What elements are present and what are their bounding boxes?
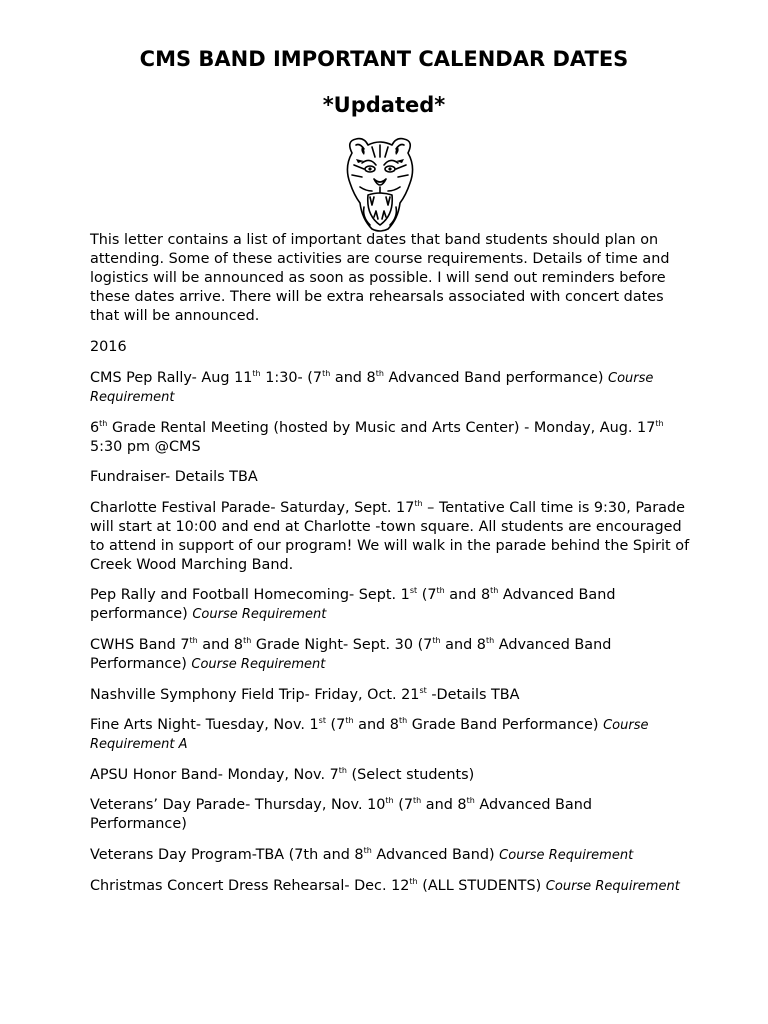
ordinal-suffix: th [414, 498, 423, 508]
event-item [90, 846, 690, 865]
ordinal-suffix: th [436, 586, 445, 596]
event-text: Veterans Day Program-TBA (7th and 8 [90, 846, 364, 863]
ordinal-suffix: th [655, 418, 664, 428]
event-text: Christmas Concert Dress Rehearsal- Dec. 12 [90, 877, 410, 894]
event-text: Grade Rental Meeting (hosted by Music and Arts Center) - Monday, Aug. 17 [107, 419, 656, 436]
event-item [90, 499, 690, 575]
requirement-tag: Course Requirement [191, 656, 326, 672]
ordinal-suffix: th [189, 635, 198, 645]
intro-paragraph: This letter contains a list of important dates that band students should plan on attending. Some of these activities are course requirements. Details of time and logistics will be announced as soon as possible. I will send out reminders before these dates arrive. There will be extra rehearsals associated with concert dates that will be announced. [90, 232, 670, 324]
ordinal-suffix: th [490, 586, 499, 596]
event-item [90, 419, 690, 457]
tiger-head-icon [342, 133, 418, 235]
event-item [90, 636, 690, 674]
ordinal-suffix: th [398, 716, 408, 726]
event-text: Charlotte Festival Parade- Saturday, Sept. 17 [90, 499, 415, 516]
event-text: (Select students) [346, 766, 475, 783]
ordinal-suffix: th [466, 796, 475, 806]
event-text: -Details TBA [426, 686, 520, 703]
ordinal-suffix: th [252, 369, 261, 378]
requirement-tag: Course Requirement A [90, 718, 649, 753]
event-text: (ALL STUDENTS) [417, 877, 546, 894]
event-text: Advanced Band performance) [383, 370, 609, 386]
event-text: (7 [325, 717, 346, 734]
ordinal-suffix: th [485, 635, 495, 645]
ordinal-suffix: th [363, 845, 372, 855]
event-text: Advanced Band performance) [90, 587, 616, 623]
event-text: Advanced Band) [371, 846, 500, 863]
document-body [90, 231, 690, 907]
year-heading: 2016 [90, 339, 127, 355]
event-item [90, 686, 690, 705]
ordinal-suffix: th [412, 796, 422, 806]
event-text: Pep Rally and Football Homecoming- Sept. 1 [90, 587, 410, 604]
ordinal-suffix: th [338, 765, 347, 775]
ordinal-suffix: st [419, 685, 427, 695]
ordinal-suffix: th [322, 369, 331, 378]
event-item [90, 369, 690, 407]
requirement-tag: Course Requirement [90, 371, 654, 405]
ordinal-suffix: th [409, 876, 418, 886]
event-text: – Tentative Call time is 9:30, Parade will start at 10:00 and end at Charlotte -town square. All students are encouraged to attend in support of our program! We will walk in the parade behind the Spirit of Creek Wood Marching Band. [90, 499, 690, 573]
event-item [90, 877, 690, 896]
ordinal-suffix: st [318, 716, 326, 726]
event-text: and 8 [197, 636, 244, 653]
event-item [90, 586, 690, 624]
event-text: CMS Pep Rally- Aug 11 [90, 370, 253, 386]
ordinal-suffix: th [243, 635, 252, 645]
ordinal-suffix: th [345, 716, 354, 726]
event-text: CWHS Band 7 [90, 636, 190, 653]
ordinal-suffix: th [375, 369, 384, 378]
event-text: (7 [393, 797, 413, 814]
event-text: Fine Arts Night- Tuesday, Nov. 1 [90, 717, 319, 734]
requirement-tag: Course Requirement [499, 847, 634, 863]
requirement-tag: Course Requirement [192, 607, 327, 623]
ordinal-suffix: th [99, 418, 108, 428]
event-text: 6 [90, 419, 100, 436]
event-text: Advanced Band Performance) [90, 797, 592, 833]
event-item [90, 716, 690, 754]
event-text: Fundraiser- Details TBA [90, 469, 258, 486]
event-text: and 8 [444, 587, 491, 604]
event-item [90, 766, 690, 785]
event-item [90, 796, 690, 834]
event-text: and 8 [421, 797, 467, 814]
event-text: Grade Band Performance) [407, 717, 604, 734]
event-text: APSU Honor Band- Monday, Nov. 7 [90, 766, 339, 783]
ordinal-suffix: th [385, 796, 394, 806]
ordinal-suffix: th [432, 635, 441, 645]
requirement-tag: Course Requirement [545, 878, 680, 894]
event-item [90, 468, 690, 487]
event-text: Nashville Symphony Field Trip- Friday, Oct. 21 [90, 686, 420, 703]
event-text: Grade Night- Sept. 30 (7 [251, 636, 433, 653]
event-text: and 8 [440, 636, 486, 653]
event-text: and 8 [330, 370, 376, 386]
event-text: Veterans’ Day Parade- Thursday, Nov. 10 [90, 797, 386, 814]
event-text: 1:30- (7 [260, 370, 323, 386]
event-text: Advanced Band Performance) [90, 636, 612, 672]
ordinal-suffix: st [409, 586, 418, 596]
document-title: CMS BAND IMPORTANT CALENDAR DATES [139, 47, 629, 71]
event-text: and 8 [353, 717, 399, 734]
event-list [90, 369, 690, 896]
event-text: 5:30 pm @CMS [90, 438, 201, 455]
event-text: (7 [417, 587, 437, 604]
document-subtitle: *Updated* [322, 93, 446, 117]
